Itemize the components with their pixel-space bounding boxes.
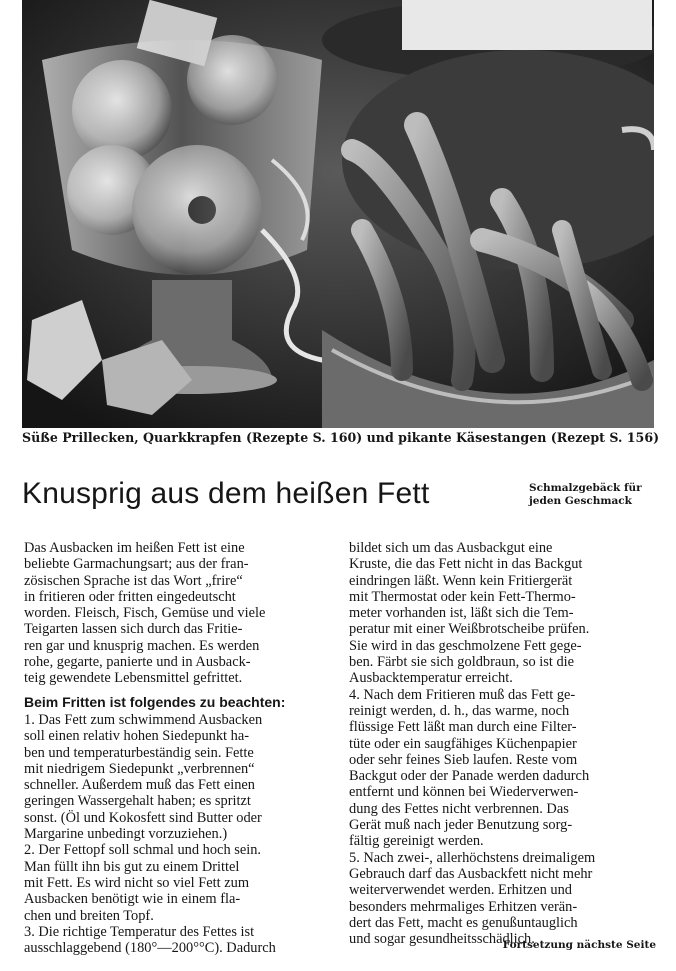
text-line: zösischen Sprache ist das Wort „frire“ xyxy=(24,572,243,589)
text-line: tüte oder ein saugfähiges Küchenpapier xyxy=(349,735,577,752)
article-column-right xyxy=(349,540,657,947)
text-line: 4. Nach dem Fritieren muß das Fett ge- xyxy=(349,686,576,703)
text-line: dert das Fett, macht es genußuntauglich xyxy=(349,914,578,931)
continuation-note: Fortsetzung nächste Seite xyxy=(502,939,656,951)
text-line: Gerät muß nach jeder Benutzung sorg- xyxy=(349,817,573,834)
text-line: ben und temperaturbeständig sein. Fette xyxy=(24,744,254,761)
text-line: Das Ausbacken im heißen Fett ist eine xyxy=(24,540,245,556)
text-line: Ausbacken benötigt wie in einem fla- xyxy=(24,891,241,908)
food-photo xyxy=(22,0,654,428)
intro-paragraph xyxy=(24,540,330,687)
text-line: in fritieren oder fritten eingedeutscht xyxy=(24,588,236,605)
text-line: mit Thermostat oder kein Fett-Thermo- xyxy=(349,588,576,605)
text-line: Margarine unbedingt vorzuziehen.) xyxy=(24,826,228,843)
kicker-line: Schmalzgebäck für xyxy=(529,482,642,494)
text-line: 1. Das Fett zum schwimmend Ausbacken xyxy=(24,711,263,728)
text-line: mit niedrigem Siedepunkt „verbrennen“ xyxy=(24,760,255,777)
text-line: Backgut oder der Panade werden dadurch xyxy=(349,768,590,785)
text-line: dung des Fettes nicht verbrennen. Das xyxy=(349,800,569,817)
text-line: Kruste, die das Fett nicht in das Backgut xyxy=(349,556,583,573)
text-line: ren gar und knusprig machen. Es werden xyxy=(24,637,260,654)
text-line: meter vorhanden ist, läßt sich die Tem- xyxy=(349,605,574,622)
text-line: reinigt werden, d. h., das warme, noch xyxy=(349,702,570,719)
text-line: flüssige Fett läßt man durch eine Filter- xyxy=(349,719,577,736)
kicker-line: jeden Geschmack xyxy=(529,495,632,507)
text-line: besonders mehrmaliges Erhitzen verän- xyxy=(349,898,578,915)
text-line: teig gewendete Lebensmittel gefrittet. xyxy=(24,670,243,687)
text-line: Ausbacktemperatur erreicht. xyxy=(349,670,513,687)
section-subheading: Beim Fritten ist folgendes zu beachten: xyxy=(24,693,286,710)
text-line: bildet sich um das Ausbackgut eine xyxy=(349,540,553,556)
text-line: Man füllt ihn bis gut zu einem Drittel xyxy=(24,858,240,875)
text-line: Sie wird in das geschmolzene Fett gege- xyxy=(349,637,582,654)
photo-caption: Süße Prillecken, Quarkkrapfen (Rezepte S. 160) und pikante Käsestangen (Rezept S. 156) xyxy=(22,430,660,445)
text-line: weiterverwendet werden. Erhitzen und xyxy=(349,882,572,899)
text-line: mit Fett. Es wird nicht so viel Fett zum xyxy=(24,874,250,891)
text-line: oder sehr feines Sieb laufen. Reste vom xyxy=(349,751,578,768)
text-line: fältig gereinigt werden. xyxy=(349,833,484,850)
text-line: soll einen relativ hohen Siedepunkt ha- xyxy=(24,728,249,745)
text-line: schneller. Außerdem muß das Fett einen xyxy=(24,777,255,794)
text-line: 5. Nach zwei-, allerhöchstens dreimaligem xyxy=(349,849,596,866)
text-line: eindringen läßt. Wenn kein Fritiergerät xyxy=(349,572,573,589)
text-line: Teigarten lassen sich durch das Fritie- xyxy=(24,621,243,638)
article-title: Knusprig aus dem heißen Fett xyxy=(22,477,430,510)
text-line: und sogar gesundheitsschädlich. xyxy=(349,931,535,948)
text-line: Gebrauch darf das Ausbackfett nicht mehr xyxy=(349,865,593,882)
tips-paragraph xyxy=(24,712,330,956)
article-kicker xyxy=(529,482,659,508)
text-line: 2. Der Fettopf soll schmal und hoch sein. xyxy=(24,842,262,859)
text-line: rohe, gegarte, panierte und in Ausback- xyxy=(24,654,251,671)
text-line: ben. Färbt sie sich goldbraun, so ist die xyxy=(349,654,575,671)
text-line: entfernt und können bei Wiederverwen- xyxy=(349,784,579,801)
text-line: sonst. (Öl und Kokosfett sind Butter oder xyxy=(24,809,262,826)
text-line: 3. Die richtige Temperatur des Fettes ist xyxy=(24,923,255,940)
text-line: ausschlaggebend (180°—200°°C). Dadurch xyxy=(24,940,276,957)
text-line: worden. Fleisch, Fisch, Gemüse und viele xyxy=(24,605,266,622)
text-line: beliebte Garmachungsart; aus der fran- xyxy=(24,556,249,573)
text-line: chen und breiten Topf. xyxy=(24,907,154,924)
text-line: peratur mit einer Weißbrotscheibe prüfen. xyxy=(349,621,590,638)
text-line: geringen Wassergehalt haben; es spritzt xyxy=(24,793,251,810)
food-photo-illustration xyxy=(22,0,654,428)
article-column-left xyxy=(24,540,330,956)
